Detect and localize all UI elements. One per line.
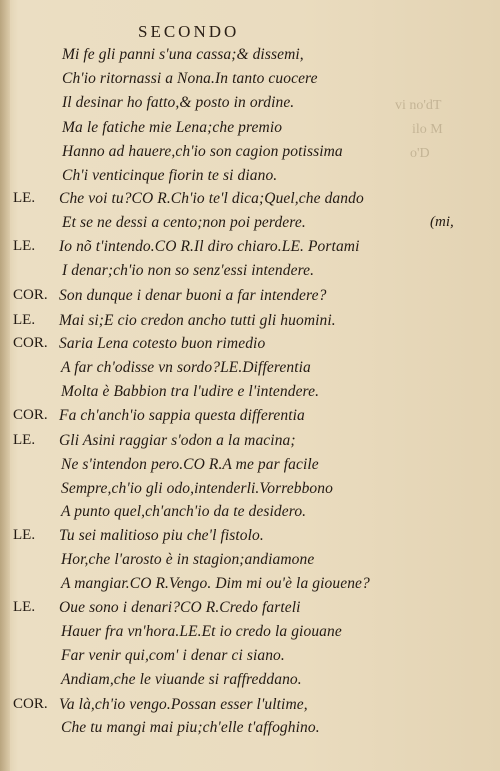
verse-line: Et se ne dessi a cento;non poi perdere. — [62, 214, 306, 231]
verse-line: Io nõ t'intendo.CO R.Il diro chiaro.LE. Portami — [59, 238, 360, 255]
verse-line: Saria Lena cotesto buon rimedio — [59, 335, 266, 352]
speaker-label: LE. — [13, 599, 36, 615]
speaker-label: LE. — [13, 527, 36, 543]
speaker-label: LE. — [13, 312, 36, 328]
verse-line: Tu sei malitioso piu che'l fistolo. — [59, 527, 264, 544]
verse-line: Molta è Babbion tra l'udire e l'intendere. — [61, 383, 320, 400]
verse-line: Hanno ad hauere,ch'io son cagion potissima — [62, 143, 343, 160]
page-gutter — [0, 0, 10, 771]
verse-line: A mangiar.CO R.Vengo. Dim mi ou'è la giouene? — [61, 575, 370, 592]
verse-line: Andiam,che le viuande si raffreddano. — [61, 671, 302, 688]
verse-line: Che tu mangi mai piu;ch'elle t'affoghino. — [61, 719, 320, 736]
bleed-through-3: o'D — [410, 146, 430, 161]
page-header: SECONDO — [138, 22, 240, 41]
verse-line: I denar;ch'io non so senz'essi intendere. — [62, 262, 315, 279]
verse-line: Mi fe gli panni s'una cassa;& dissemi, — [62, 46, 304, 63]
bleed-through-2: ilo M — [412, 122, 443, 137]
margin-note: (mi, — [430, 214, 454, 230]
verse-line: A far ch'odisse vn sordo?LE.Differentia — [61, 359, 311, 376]
bleed-through-1: vi no'dT — [395, 98, 442, 113]
verse-line: Ne s'intendon pero.CO R.A me par facile — [61, 456, 319, 473]
verse-line: Oue sono i denari?CO R.Credo farteli — [59, 599, 301, 616]
verse-line: A punto quel,ch'anch'io da te desidero. — [61, 503, 307, 520]
verse-line: Fa ch'anch'io sappia questa differentia — [59, 407, 305, 424]
speaker-label: LE. — [13, 238, 36, 254]
verse-line: Gli Asini raggiar s'odon a la macina; — [59, 432, 296, 449]
verse-line: Son dunque i denar buoni a far intendere? — [59, 287, 327, 304]
verse-line: Mai si;E cio credon ancho tutti gli huomini. — [59, 312, 336, 329]
verse-line: Ma le fatiche mie Lena;che premio — [62, 119, 283, 136]
verse-line: Sempre,ch'io gli odo,intenderli.Vorrebbono — [61, 480, 333, 497]
verse-line: Hauer fra vn'hora.LE.Et io credo la giouane — [61, 623, 342, 640]
verse-line: Hor,che l'arosto è in stagion;andiamone — [61, 551, 315, 568]
verse-line: Ch'i venticinque fiorin te si diano. — [62, 167, 278, 184]
verse-line: Va là,ch'io vengo.Possan esser l'ultime, — [59, 696, 308, 713]
speaker-label: LE. — [13, 432, 36, 448]
speaker-label: COR. — [13, 287, 48, 303]
speaker-label: LE. — [13, 190, 36, 206]
speaker-label: COR. — [13, 407, 48, 423]
speaker-label: COR. — [13, 335, 48, 351]
verse-line: Far venir qui,com' i denar ci siano. — [61, 647, 285, 664]
speaker-label: COR. — [13, 696, 48, 712]
verse-line: Che voi tu?CO R.Ch'io te'l dica;Quel,che dando — [59, 190, 364, 207]
verse-line: Il desinar ho fatto,& posto in ordine. — [62, 94, 295, 111]
verse-line: Ch'io ritornassi a Nona.In tanto cuocere — [62, 70, 318, 87]
